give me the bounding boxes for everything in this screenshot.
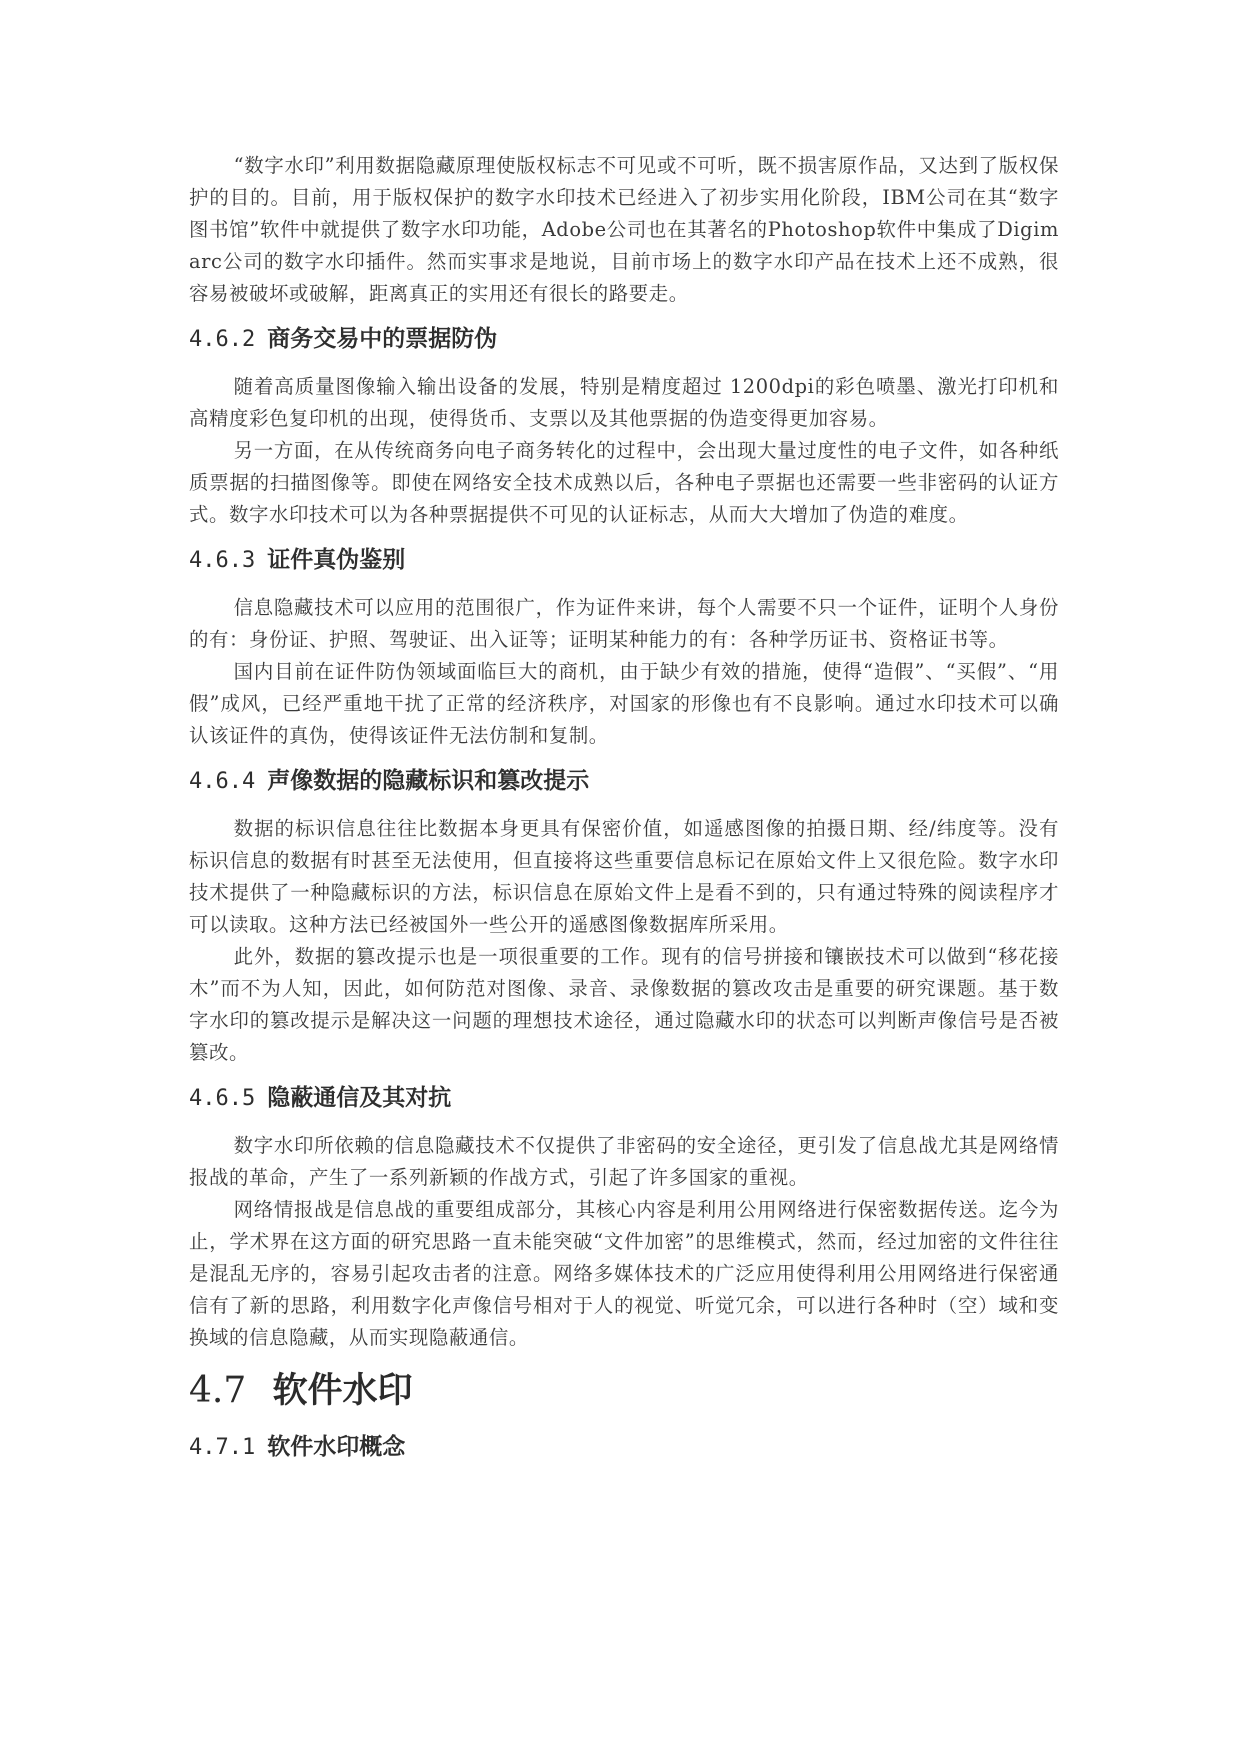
section-heading-4-7-1	[189, 1430, 1059, 1465]
body-paragraph: 国内目前在证件防伪领域面临巨大的商机，由于缺少有效的措施，使得“造假”、“买假”、“用假”成风，已经严重地干扰了正常的经济秩序，对国家的形像也有不良影响。通过水印技术可以确认该证件的真伪，使得该证件无法仿制和复制。	[189, 660, 1059, 747]
section-number: 4.7.1	[189, 1435, 256, 1460]
section-title: 隐蔽通信及其对抗	[267, 1085, 452, 1111]
body-paragraph: 另一方面，在从传统商务向电子商务转化的过程中，会出现大量过度性的电子文件，如各种纸质票据的扫描图像等。即使在网络安全技术成熟以后，各种电子票据也还需要一些非密码的认证方式。数字水印技术可以为各种票据提供不可见的认证标志，从而大大增加了伪造的难度。	[189, 439, 1059, 526]
chapter-title: 软件水印	[272, 1371, 413, 1411]
body-paragraph: 随着高质量图像输入输出设备的发展，特别是精度超过 1200dpi的彩色喷墨、激光打印机和高精度彩色复印机的出现，使得货币、支票以及其他票据的伪造变得更加容易。	[189, 375, 1059, 430]
section-title: 声像数据的隐藏标识和篡改提示	[267, 768, 590, 794]
chapter-heading-4-7	[189, 1368, 1059, 1414]
section-number: 4.6.4	[189, 769, 256, 794]
section-heading-4-6-4	[189, 764, 1059, 799]
section-heading-4-6-3	[189, 543, 1059, 578]
body-paragraph: 网络情报战是信息战的重要组成部分，其核心内容是利用公用网络进行保密数据传送。迄今为止，学术界在这方面的研究思路一直未能突破“文件加密”的思维模式，然而，经过加密的文件往往是混乱无序的，容易引起攻击者的注意。网络多媒体技术的广泛应用使得利用公用网络进行保密通信有了新的思路，利用数字化声像信号相对于人的视觉、听觉冗余，可以进行各种时（空）域和变换域的信息隐藏，从而实现隐蔽通信。	[189, 1198, 1059, 1349]
intro-paragraph: “数字水印”利用数据隐藏原理使版权标志不可见或不可听，既不损害原作品，又达到了版权保护的目的。目前，用于版权保护的数字水印技术已经进入了初步实用化阶段，IBM公司在其“数字图书馆”软件中就提供了数字水印功能，Adobe公司也在其著名的Photoshop软件中集成了Digimarc公司的数字水印插件。然而实事求是地说，目前市场上的数字水印产品在技术上还不成熟，很容易被破坏或破解，距离真正的实用还有很长的路要走。	[189, 154, 1059, 305]
body-paragraph: 数字水印所依赖的信息隐藏技术不仅提供了非密码的安全途径，更引发了信息战尤其是网络情报战的革命，产生了一系列新颖的作战方式，引起了许多国家的重视。	[189, 1134, 1059, 1189]
section-number: 4.6.3	[189, 548, 256, 573]
section-title: 商务交易中的票据防伪	[267, 326, 498, 352]
page-content	[189, 150, 1059, 1479]
section-heading-4-6-2	[189, 322, 1059, 357]
section-title: 证件真伪鉴别	[267, 547, 406, 573]
body-paragraph: 数据的标识信息往往比数据本身更具有保密价值，如遥感图像的拍摄日期、经/纬度等。没有标识信息的数据有时甚至无法使用，但直接将这些重要信息标记在原始文件上又很危险。数字水印技术提供了一种隐藏标识的方法，标识信息在原始文件上是看不到的，只有通过特殊的阅读程序才可以读取。这种方法已经被国外一些公开的遥感图像数据库所采用。	[189, 817, 1059, 936]
section-number: 4.6.2	[189, 327, 256, 352]
section-number: 4.6.5	[189, 1086, 256, 1111]
section-title: 软件水印概念	[267, 1434, 406, 1460]
body-paragraph: 信息隐藏技术可以应用的范围很广，作为证件来讲，每个人需要不只一个证件，证明个人身份的有：身份证、护照、驾驶证、出入证等；证明某种能力的有：各种学历证书、资格证书等。	[189, 596, 1059, 651]
body-paragraph: 此外，数据的篡改提示也是一项很重要的工作。现有的信号拼接和镶嵌技术可以做到“移花接木”而不为人知，因此，如何防范对图像、录音、录像数据的篡改攻击是重要的研究课题。基于数字水印的篡改提示是解决这一问题的理想技术途径，通过隐藏水印的状态可以判断声像信号是否被篡改。	[189, 945, 1059, 1064]
section-heading-4-6-5	[189, 1081, 1059, 1116]
chapter-number: 4.7	[189, 1370, 247, 1411]
